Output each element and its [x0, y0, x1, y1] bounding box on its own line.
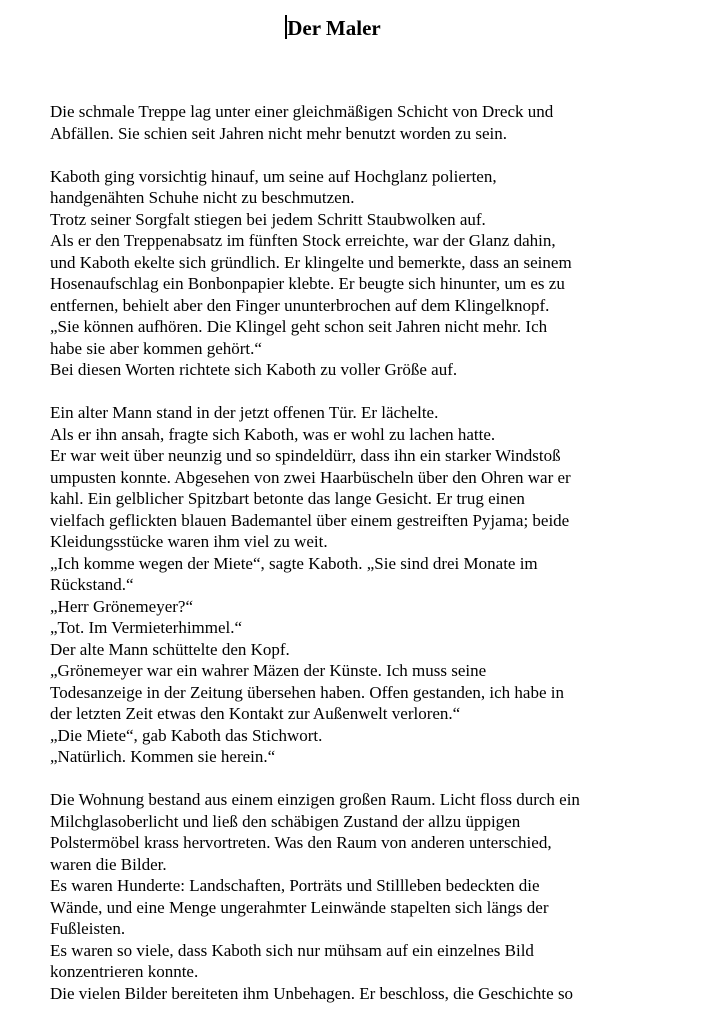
- text-line[interactable]: Rückstand.“: [50, 575, 134, 594]
- text-line[interactable]: Die Wohnung bestand aus einem einzigen großen Raum. Licht floss durch ein: [50, 790, 580, 809]
- text-line[interactable]: Kaboth ging vorsichtig hinauf, um seine auf Hochglanz polierten,: [50, 166, 497, 186]
- paragraph: [50, 101, 675, 144]
- document-title[interactable]: [285, 15, 380, 41]
- text-line[interactable]: Es waren Hunderte: Landschaften, Porträts und Stillleben bedeckten die: [50, 876, 540, 895]
- paragraph: [50, 166, 675, 381]
- text-line[interactable]: Fußleisten.: [50, 919, 126, 938]
- text-line[interactable]: Kleidungsstücke waren ihm viel zu weit.: [50, 532, 328, 551]
- text-line[interactable]: „Natürlich. Kommen sie herein.“: [50, 747, 276, 766]
- text-line[interactable]: umpusten konnte. Abgesehen von zwei Haarbüscheln über den Ohren war er: [50, 467, 571, 487]
- text-line[interactable]: „Herr Grönemeyer?“: [50, 596, 193, 616]
- text-line[interactable]: Polstermöbel krass hervortreten. Was den Raum von anderen unterschied,: [50, 833, 552, 852]
- text-line[interactable]: vielfach geflickten blauen Bademantel über einem gestreiften Pyjama; beide: [50, 510, 570, 530]
- text-line[interactable]: Todesanzeige in der Zeitung übersehen haben. Offen gestanden, ich habe in: [50, 682, 564, 702]
- text-line[interactable]: Milchglasoberlicht und ließ den schäbigen Zustand der allzu üppigen: [50, 811, 521, 831]
- paragraph: [50, 402, 675, 768]
- text-line[interactable]: und Kaboth ekelte sich gründlich. Er klingelte und bemerkte, dass an seinem: [50, 252, 572, 272]
- document-title-text: Der Maler: [287, 16, 381, 40]
- title-row: [50, 15, 616, 41]
- text-line[interactable]: entfernen, behielt aber den Finger ununterbrochen auf dem Klingelknopf.: [50, 295, 550, 315]
- text-line[interactable]: Abfällen. Sie schien seit Jahren nicht mehr benutzt worden zu sein.: [50, 123, 507, 143]
- text-line[interactable]: Die schmale Treppe lag unter einer gleichmäßigen Schicht von Dreck und: [50, 102, 554, 121]
- text-line[interactable]: waren die Bilder.: [50, 854, 167, 874]
- text-line[interactable]: Er war weit über neunzig und so spindeldürr, dass ihn ein starker Windstoß: [50, 446, 561, 465]
- document-body[interactable]: [50, 101, 675, 1004]
- text-line[interactable]: handgenähten Schuhe nicht zu beschmutzen.: [50, 188, 355, 207]
- text-line[interactable]: habe sie aber kommen gehört.“: [50, 338, 262, 358]
- text-line[interactable]: kahl. Ein gelblicher Spitzbart betonte das lange Gesicht. Er trug einen: [50, 489, 525, 508]
- text-line[interactable]: „Tot. Im Vermieterhimmel.“: [50, 618, 243, 637]
- text-line[interactable]: Als er den Treppenabsatz im fünften Stock erreichte, war der Glanz dahin,: [50, 231, 556, 250]
- text-line[interactable]: „Die Miete“, gab Kaboth das Stichwort.: [50, 725, 323, 745]
- paragraph: [50, 789, 675, 1004]
- text-line[interactable]: konzentrieren konnte.: [50, 962, 199, 981]
- text-line[interactable]: Bei diesen Worten richtete sich Kaboth zu voller Größe auf.: [50, 360, 458, 379]
- text-line[interactable]: Die vielen Bilder bereiteten ihm Unbehagen. Er beschloss, die Geschichte so: [50, 983, 574, 1003]
- text-line[interactable]: „Grönemeyer war ein wahrer Mäzen der Künste. Ich muss seine: [50, 661, 487, 680]
- text-line[interactable]: Es waren so viele, dass Kaboth sich nur mühsam auf ein einzelnes Bild: [50, 940, 534, 960]
- text-line[interactable]: Als er ihn ansah, fragte sich Kaboth, was er wohl zu lachen hatte.: [50, 424, 496, 444]
- text-line[interactable]: Der alte Mann schüttelte den Kopf.: [50, 639, 290, 659]
- text-line[interactable]: Ein alter Mann stand in der jetzt offenen Tür. Er lächelte.: [50, 403, 439, 422]
- text-line[interactable]: „Ich komme wegen der Miete“, sagte Kaboth. „Sie sind drei Monate im: [50, 553, 538, 573]
- text-line[interactable]: Trotz seiner Sorgfalt stiegen bei jedem Schritt Staubwolken auf.: [50, 209, 486, 229]
- text-line[interactable]: „Sie können aufhören. Die Klingel geht schon seit Jahren nicht mehr. Ich: [50, 317, 548, 336]
- text-line[interactable]: Hosenaufschlag ein Bonbonpapier klebte. Er beugte sich hinunter, um es zu: [50, 274, 565, 293]
- text-line[interactable]: der letzten Zeit etwas den Kontakt zur Außenwelt verloren.“: [50, 704, 461, 723]
- text-line[interactable]: Wände, und eine Menge ungerahmter Leinwände stapelten sich längs der: [50, 897, 549, 917]
